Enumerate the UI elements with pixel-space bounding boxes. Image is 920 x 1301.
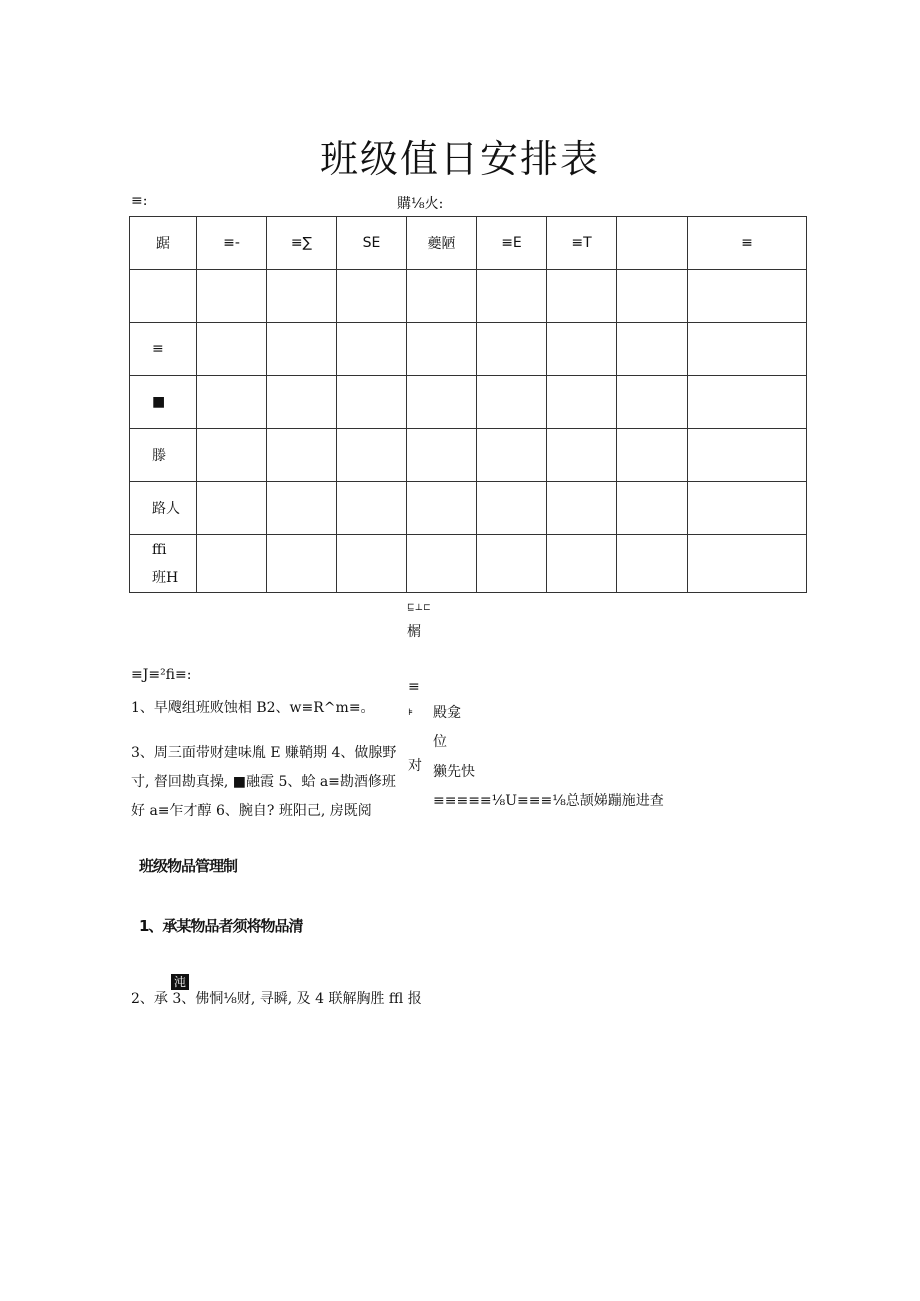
table-row — [130, 429, 807, 482]
duty-cell — [547, 270, 617, 323]
side-word-3: 獭先快 — [433, 764, 475, 780]
table-row — [130, 270, 807, 323]
table-header-row — [130, 217, 807, 270]
rules-heading: ≡J≡²fi≡: — [131, 667, 192, 683]
duty-cell — [337, 270, 407, 323]
midnote-line2: 榍 — [407, 624, 421, 640]
duty-cell — [267, 270, 337, 323]
duty-cell — [477, 482, 547, 535]
table-row — [130, 482, 807, 535]
duty-cell — [617, 323, 688, 376]
section2-item-1: 1、承某物品者须将物品清 — [139, 917, 303, 935]
header-cell: 夔陋 — [407, 217, 477, 270]
duty-cell — [197, 323, 267, 376]
duty-cell — [477, 429, 547, 482]
duty-cell — [688, 482, 807, 535]
duty-cell — [407, 482, 477, 535]
header-cell: SE — [337, 217, 407, 270]
row-label — [130, 270, 197, 323]
duty-cell — [547, 482, 617, 535]
rule-item-3-line2: 寸, 督回勘真操, ■融霞 5、蛤 a≡勘酒修班 — [131, 774, 396, 790]
header-cell: ≡ — [688, 217, 807, 270]
duty-cell — [688, 535, 807, 593]
duty-cell — [337, 323, 407, 376]
duty-cell — [407, 323, 477, 376]
duty-cell — [197, 429, 267, 482]
duty-cell — [547, 429, 617, 482]
duty-cell — [407, 429, 477, 482]
header-cell: ≡E — [477, 217, 547, 270]
side-word-1: 殿龛 — [433, 705, 461, 721]
duty-cell — [337, 535, 407, 593]
duty-cell — [197, 270, 267, 323]
duty-cell — [267, 482, 337, 535]
duty-cell — [337, 429, 407, 482]
duty-cell — [197, 482, 267, 535]
side-mark: ⊧ — [408, 708, 414, 718]
table-row — [130, 376, 807, 429]
side-word-2: 位 — [433, 734, 447, 750]
duty-cell — [477, 535, 547, 593]
duty-cell — [267, 535, 337, 593]
duty-cell — [547, 535, 617, 593]
duty-cell — [477, 376, 547, 429]
side-long-line: ≡≡≡≡≡⅛U≡≡≡⅛总颉娣蹦施进查 — [433, 793, 664, 809]
duty-cell — [688, 376, 807, 429]
section2-badge: 沌 — [171, 974, 189, 990]
duty-cell — [547, 376, 617, 429]
header-cell: ≡T — [547, 217, 617, 270]
header-cell: ≡- — [197, 217, 267, 270]
duty-cell — [267, 323, 337, 376]
rule-item-3-line3: 好 a≡乍才醇 6、腕自? 班阳己, 房既阅 — [131, 803, 372, 819]
section2-item-2: 2、承 3、佛恫⅛财, 寻瞬, 及 4 联解胸胜 ffl 报 — [131, 991, 422, 1007]
page-title: 班级值日安排表 — [319, 137, 600, 181]
row-label: ■ — [130, 376, 197, 429]
header-cell — [617, 217, 688, 270]
duty-cell — [688, 429, 807, 482]
duty-cell — [407, 535, 477, 593]
row-label: 滕 — [130, 429, 197, 482]
duty-cell — [688, 270, 807, 323]
duty-cell — [617, 535, 688, 593]
table-row — [130, 535, 807, 593]
row-label: 路人 — [130, 482, 197, 535]
header-cell: ≡∑ — [267, 217, 337, 270]
duty-cell — [407, 270, 477, 323]
duty-cell — [197, 535, 267, 593]
side-mark-eq: ≡ — [408, 679, 420, 695]
section2-heading: 班级物品管理制 — [139, 857, 238, 875]
duty-cell — [267, 376, 337, 429]
table-row — [130, 323, 807, 376]
duty-cell — [337, 376, 407, 429]
duty-cell — [337, 482, 407, 535]
duty-cell — [477, 270, 547, 323]
duty-cell — [617, 429, 688, 482]
duty-cell — [688, 323, 807, 376]
duty-cell — [267, 429, 337, 482]
duty-cell — [407, 376, 477, 429]
row-label-line1: ffi — [152, 541, 167, 558]
duty-cell — [617, 270, 688, 323]
row-label — [130, 535, 197, 593]
duty-cell — [477, 323, 547, 376]
header-cell: 踞 — [130, 217, 197, 270]
class-label: ≡: — [131, 193, 148, 209]
midnote-line1: ⊑⊥⊏ — [407, 603, 431, 613]
duty-table — [129, 216, 807, 593]
duty-cell — [617, 482, 688, 535]
row-label-line2: 班H — [152, 569, 179, 586]
duty-cell — [197, 376, 267, 429]
row-label: ≡ — [130, 323, 197, 376]
date-label: 購⅛火: — [397, 196, 444, 212]
duty-cell — [617, 376, 688, 429]
rule-item-3-line1: 3、周三面带财建味胤 E 赚鞘期 4、做腺野 — [131, 745, 397, 761]
duty-cell — [547, 323, 617, 376]
side-dui: 对 — [408, 758, 422, 774]
rule-item-1: 1、早飕组班败蚀相 B2、w≡R^m≡。 — [131, 700, 375, 716]
